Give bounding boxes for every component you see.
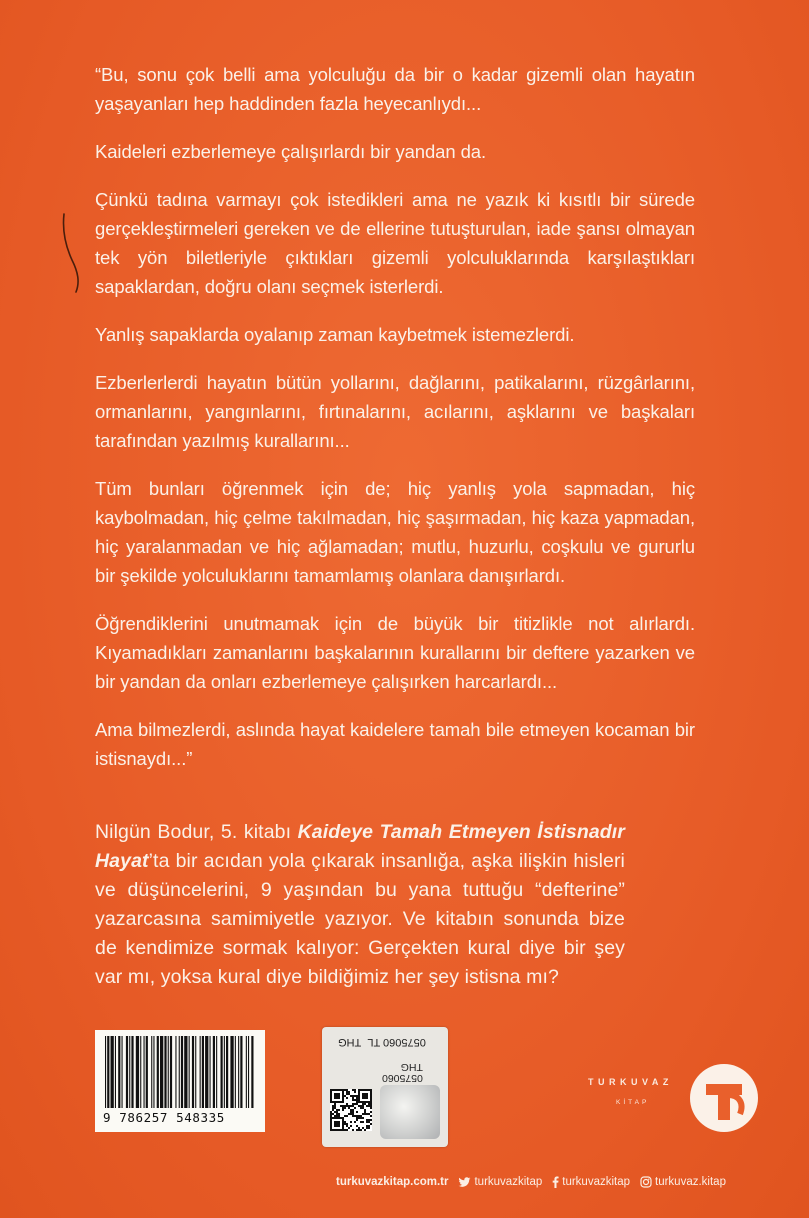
blurb-paragraph: Ama bilmezlerdi, aslında hayat kaidelere tamah bile etmeyen kocaman bir istisnaydı...” [95, 719, 695, 769]
blurb-paragraph: Yanlış sapaklarda oyalanıp zaman kaybetmek istemezlerdi. [95, 324, 575, 345]
summary-intro: Nilgün Bodur, 5. kitabı [95, 821, 298, 843]
qr-code [330, 1089, 372, 1131]
instagram-icon [640, 1176, 652, 1188]
twitter-icon [458, 1177, 471, 1188]
publisher-sub: KİTAP [616, 1099, 650, 1106]
author-summary [95, 818, 625, 992]
footer-links [336, 1176, 726, 1188]
blurb-paragraph: Tüm bunları öğrenmek için de; hiç yanlış yola sapmadan, hiç kaybolmadan, hiç çelme takılmadan, hiç şaşırmadan, hiç kaza yapmadan, hiç yaralanmadan ve hiç ağlamadan; mutlu, huzurlu, coşkulu ve gururlu bir şekilde yolculuklarını tamamlamış olanlara danışırlardı. [95, 478, 695, 586]
twitter-link[interactable] [458, 1176, 542, 1188]
isbn-digits: 9 786257 548335 [103, 1110, 225, 1125]
instagram-handle: turkuvaz.kitap [655, 1176, 726, 1188]
blurb-paragraph: Çünkü tadına varmayı çok istedikleri ama ne yazık ki kısıtlı bir sürede gerçekleştirmeleri gereken ve de ellerine tutuşturulan, iade şansı olmayan tek yön biletleriyle çıktıkları gizemli yolculuklarında karşılaştıkları sapaklardan, doğru olanı seçmek isterlerdi. [95, 189, 695, 297]
publisher-name: TURKUVAZ [588, 1077, 673, 1087]
blurb-paragraph: Kaideleri ezberlemeye çalışırlardı bir yandan da. [95, 141, 486, 162]
summary-body: ’ta bir acıdan yola çıkarak insanlığa, aşka ilişkin hisleri ve düşüncelerini, 9 yaşından bu yana tuttuğu “defterine” yazarcasına samimiyetle yazıyor. Ve kitabın sonunda bize de kendimize sormak kalıyor: Gerçekten kural diye bir şey var mı, yoksa kural diye bildiğimiz her şey istisna mı? [95, 850, 625, 988]
facebook-icon [552, 1176, 559, 1188]
blurb-paragraph: Ezberlerlerdi hayatın bütün yollarını, dağlarını, patikalarını, rüzgârlarını, ormanlarını, yangınlarını, fırtınalarını, acılarını, aşklarını ve başkaları tarafından yazılmış kurallarını... [95, 372, 695, 451]
blurb-paragraph: Öğrendiklerini unutmamak için de büyük bir titizlikle not alırlardı. Kıyamadıkları zamanlarını başkalarının kurallarını bir deftere yazarken ve bir yandan da onları ezberlemeye çalışırken harcarlardı... [95, 613, 695, 692]
sticker-line: THG [400, 1061, 423, 1073]
price-sticker [322, 1027, 448, 1147]
blurb-paragraph: “Bu, sonu çok belli ama yolculuğu da bir o kadar gizemli olan hayatın yaşayanları hep haddinden fazla heyecanlıydı... [95, 64, 695, 114]
barcode-bars [103, 1036, 257, 1108]
hologram-seal [380, 1085, 440, 1139]
facebook-handle: turkuvazkitap [562, 1176, 631, 1188]
author-summary-text [95, 818, 625, 992]
back-cover-blurb [95, 60, 695, 792]
facebook-link[interactable] [552, 1176, 630, 1188]
instagram-link[interactable] [640, 1176, 726, 1188]
twitter-handle: turkuvazkitap [474, 1176, 543, 1188]
publisher-logo-icon [688, 1062, 760, 1134]
book-title: Kaideye Tamah Etmeyen İstisnadır Hayat [95, 821, 625, 872]
pen-mark [58, 212, 88, 297]
sticker-code-top: 0575060 TL THG [338, 1036, 426, 1048]
isbn-barcode [95, 1030, 265, 1132]
website-link[interactable]: turkuvazkitap.com.tr [336, 1176, 449, 1188]
sticker-line: 0575060 [382, 1072, 423, 1084]
